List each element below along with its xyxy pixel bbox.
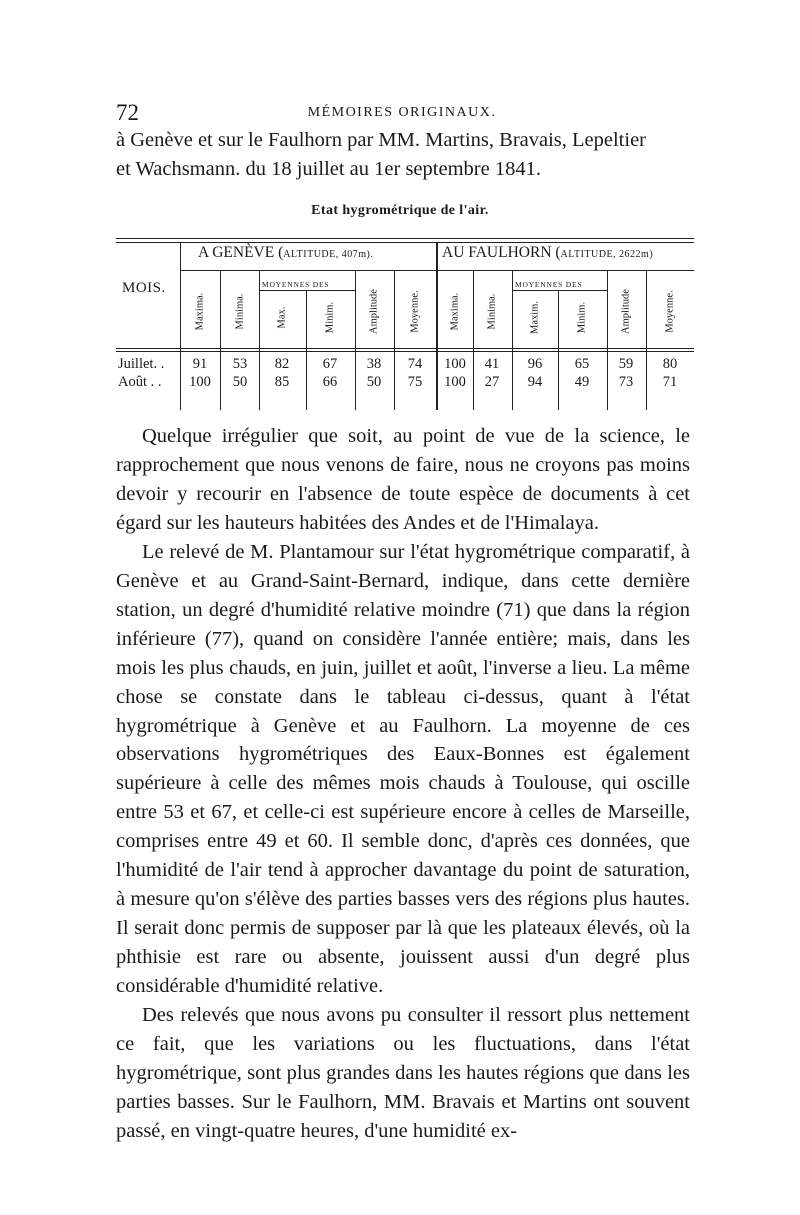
- table-cell: 65: [574, 356, 590, 372]
- row-label: Août . .: [118, 374, 162, 390]
- table-cell: 49: [574, 374, 590, 390]
- table-cell: 100: [444, 374, 466, 390]
- moyennes-label-faulhorn: MOYENNES DES: [515, 280, 583, 289]
- table-cell: 85: [274, 374, 290, 390]
- geneve-header: A GENÈVE (ALTITUDE, 407m).: [198, 244, 374, 261]
- table-cell: 38: [366, 356, 382, 372]
- column-header: Minima.: [234, 293, 246, 330]
- table-cell: 41: [484, 356, 500, 372]
- table-cell: 27: [484, 374, 500, 390]
- paragraph-3: Des relevés que nous avons pu consulter il ressort plus nettement ce fait, que les variations ou les fluctuations, dans l'état hygrométrique, sont plus grandes dans les hautes régions que dans les parties basses. Sur le Faulhorn, MM. Bravais et Martins ont souvent passé, en vingt-quatre heures, d'une humidité ex-: [116, 1004, 690, 1142]
- table-title: Etat hygrométrique de l'air.: [311, 203, 489, 218]
- paragraph-2: Le relevé de M. Plantamour sur l'état hygrométrique comparatif, à Genève et au Grand-Saint-Bernard, indique, dans cette dernière station, un degré d'humidité relative moindre (71) que dans la région inférieure (77), quand on considère l'année entière; mais, dans les mois les plus chauds, en juin, juillet et août, l'inverse a lieu. La même chose se constate dans le tableau ci-dessus, quant à l'état hygrométrique à Genève et au Faulhorn. La moyenne de ces observations hygrométriques des Eaux-Bonnes est également supérieure à celle des mêmes mois chauds à Toulouse, qui oscille entre 53 et 67, et celle-ci est supérieure encore à celles de Marseille, comprises entre 49 et 60. Il semble donc, d'après ces données, que l'humidité de l'air tend à approcher davantage du point de saturation, à mesure qu'on s'élève des parties basses vers des régions plus hautes. Il serait donc permis de supposer par là que les plateaux élevés, où la phthisie est rare ou absente, jouissent aussi d'un degré plus considérable d'humidité relative.: [116, 540, 690, 998]
- table-cell: 100: [444, 356, 466, 372]
- column-header: Amplitude: [620, 289, 632, 334]
- hygrometric-table: [116, 230, 694, 410]
- column-header: Maxima.: [194, 292, 206, 331]
- table-cell: 96: [527, 356, 543, 372]
- page-header: [116, 100, 688, 126]
- table-cell: 59: [618, 356, 634, 372]
- col-rule: [180, 242, 181, 410]
- table-cell: 82: [274, 356, 290, 372]
- table-cell: 67: [322, 356, 338, 372]
- intro-line-2: et Wachsmann. du 18 juillet au 1er septembre 1841.: [116, 158, 541, 180]
- table-top-rule-2: [116, 242, 694, 243]
- column-header: Minima.: [486, 293, 498, 330]
- table-cell: 66: [322, 374, 338, 390]
- column-header: Minim.: [576, 301, 588, 334]
- table-cell: 50: [366, 374, 382, 390]
- column-header: Moyenne.: [664, 290, 676, 333]
- faulhorn-header: AU FAULHORN (ALTITUDE, 2622m): [442, 244, 654, 261]
- col-rule: [394, 270, 395, 410]
- table-cell: 53: [232, 356, 248, 372]
- column-header: Amplitude: [368, 289, 380, 334]
- col-rule: [512, 270, 513, 410]
- col-rule: [646, 270, 647, 410]
- table-top-rule: [116, 238, 694, 239]
- column-header: Maxim.: [529, 301, 541, 334]
- table-cell: 91: [192, 356, 208, 372]
- mois-label: MOIS.: [122, 280, 166, 296]
- column-header: Minim.: [324, 301, 336, 334]
- col-rule: [259, 270, 260, 410]
- table-cell: 94: [527, 374, 543, 390]
- running-title: MÉMOIRES ORIGINAUX.: [307, 105, 497, 120]
- table-cell: 50: [232, 374, 248, 390]
- table-cell: 80: [662, 356, 678, 372]
- paragraph-1: Quelque irrégulier que soit, au point de vue de la science, le rapprochement que nous venons de faire, nous ne croyons pas moins devoir y recourir en l'absence de toute espèce de documents à cet égard sur les hauteurs habitées des Andes et de l'Himalaya.: [116, 425, 690, 534]
- col-rule: [220, 270, 221, 410]
- table-cell: 73: [618, 374, 634, 390]
- table-cell: 75: [407, 374, 423, 390]
- column-header: Maxima.: [449, 292, 461, 331]
- moyennes-rule-faulhorn: [512, 290, 607, 291]
- column-header: Moyenne.: [409, 290, 421, 333]
- col-rule: [306, 290, 307, 410]
- table-cell: 100: [189, 374, 211, 390]
- intro-line-1: à Genève et sur le Faulhorn par MM. Martins, Bravais, Lepeltier: [116, 129, 646, 151]
- column-header: Max.: [276, 306, 288, 329]
- table-cell: 71: [662, 374, 678, 390]
- moyennes-rule-geneve: [259, 290, 355, 291]
- moyennes-label-geneve: MOYENNES DES: [262, 280, 330, 289]
- table-cell: 74: [407, 356, 423, 372]
- row-label: Juillet. .: [118, 356, 165, 372]
- body-text: [116, 422, 690, 1146]
- col-rule: [558, 290, 559, 410]
- page-number: 72: [116, 100, 139, 125]
